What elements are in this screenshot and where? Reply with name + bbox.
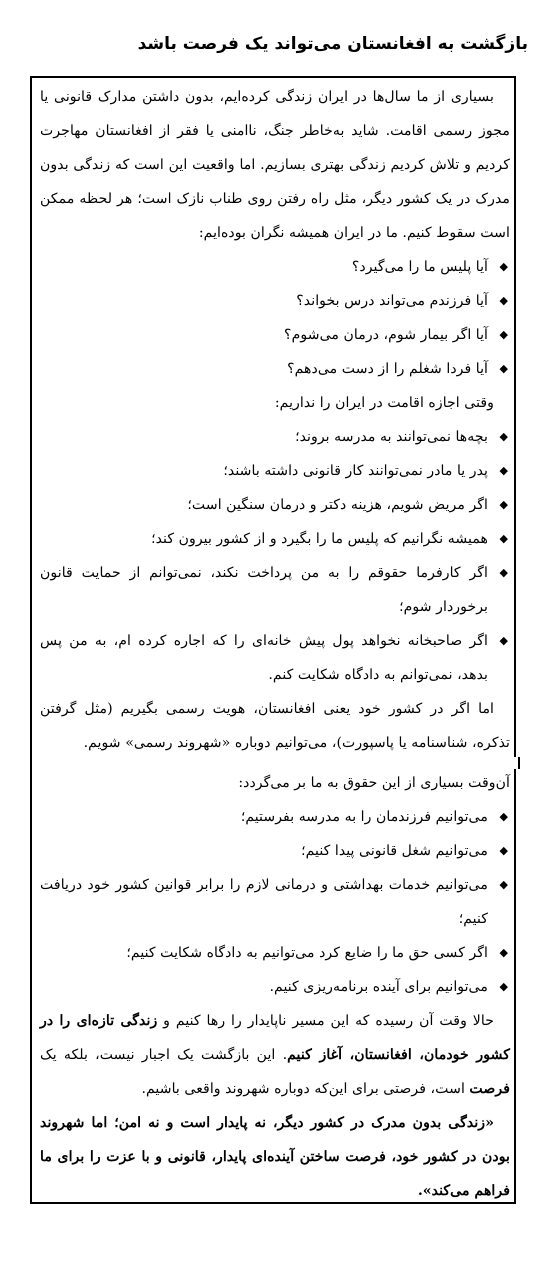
list-item: ◆ اگر کسی حق ما را ضایع کرد می‌توانیم به دادگاه شکایت کنیم؛	[40, 936, 510, 970]
page-title: بازگشت به افغانستان می‌تواند یک فرصت باشد	[137, 34, 528, 54]
diamond-bullet-icon: ◆	[499, 362, 508, 375]
content-part-2	[40, 766, 510, 1208]
list-item: ◆ آیا فردا شغلم را از دست می‌دهم؟	[40, 352, 510, 386]
diamond-bullet-icon: ◆	[499, 946, 508, 959]
diamond-bullet-icon: ◆	[499, 464, 508, 477]
worries-list	[40, 250, 510, 386]
list-item: ◆ اگر مریض شویم، هزینه دکتر و درمان سنگین است؛	[40, 488, 510, 522]
no-permit-intro: وقتی اجازه اقامت در ایران را نداریم:	[274, 395, 494, 411]
list-item: ◆ می‌توانیم شغل قانونی پیدا کنیم؛	[40, 834, 510, 868]
content-part-1	[40, 80, 510, 760]
list-item: ◆ همیشه نگرانیم که پلیس ما را بگیرد و از کشور بیرون کند؛	[40, 522, 510, 556]
diamond-bullet-icon: ◆	[499, 430, 508, 443]
intro-paragraph: بسیاری از ما سال‌ها در ایران زندگی کرده‌ایم، بدون داشتن مدارک قانونی یا مجوز رسمی اقامت. شاید به‌خاطر جنگ، ناامنی یا فقر از افغانستان مهاجرت کردیم و تلاش کردیم زندگی بهتری بسازیم. اما واقعیت این است که زندگی بدون مدرک در یک کشور دیگر، مثل راه رفتن روی طناب نازک است؛ هر لحظه ممکن است سقوط کنیم. ما در ایران همیشه نگران بوده‌ایم:	[40, 89, 510, 241]
list-item: ◆ آیا پلیس ما را می‌گیرد؟	[40, 250, 510, 284]
diamond-bullet-icon: ◆	[499, 566, 508, 579]
rights-intro: آن‌وقت بسیاری از این حقوق به ما بر می‌گردد:	[238, 775, 510, 791]
diamond-bullet-icon: ◆	[499, 634, 508, 647]
diamond-bullet-icon: ◆	[499, 878, 508, 891]
diamond-bullet-icon: ◆	[499, 810, 508, 823]
closing-quote: «زندگی بدون مدرک در کشور دیگر، نه پایدار است و نه امن؛ اما شهروند بودن در کشور خود، فرصت ساختن آینده‌ای پایدار، قانونی و با عزت را برای ما فراهم می‌کند».	[40, 1115, 510, 1199]
diamond-bullet-icon: ◆	[499, 844, 508, 857]
list-item: ◆ آیا اگر بیمار شوم، درمان می‌شوم؟	[40, 318, 510, 352]
list-item: ◆ پدر یا مادر نمی‌توانند کار قانونی داشته باشند؛	[40, 454, 510, 488]
list-item: ◆ می‌توانیم فرزندمان را به مدرسه بفرستیم؛	[40, 800, 510, 834]
list-item: ◆ آیا فرزندم می‌تواند درس بخواند؟	[40, 284, 510, 318]
diamond-bullet-icon: ◆	[499, 260, 508, 273]
diamond-bullet-icon: ◆	[499, 328, 508, 341]
diamond-bullet-icon: ◆	[499, 980, 508, 993]
closing-paragraph: حالا وقت آن رسیده که این مسیر ناپایدار را رها کنیم و زندگی تازه‌ای را در کشور خودمان، افغانستان، آغاز کنیم. این بازگشت یک اجبار نیست، بلکه یک فرصت است، فرصتی برای این‌که دوباره شهروند واقعی باشیم.	[40, 1013, 510, 1097]
list-item: ◆ می‌توانیم برای آینده برنامه‌ریزی کنیم.	[40, 970, 510, 1004]
rights-list	[40, 800, 510, 1004]
diamond-bullet-icon: ◆	[499, 498, 508, 511]
list-item: ◆ اگر کارفرما حقوقم را به من پرداخت نکند، نمی‌توانم از حمایت قانون برخوردار شوم؛	[40, 556, 510, 624]
diamond-bullet-icon: ◆	[499, 532, 508, 545]
list-item: ◆ بچه‌ها نمی‌توانند به مدرسه بروند؛	[40, 420, 510, 454]
list-item: ◆ اگر صاحبخانه نخواهد پول پیش خانه‌ای را که اجاره کرده ام، به من پس بدهد، نمی‌توانم به دادگاه شکایت کنم.	[40, 624, 510, 692]
problems-list	[40, 420, 510, 692]
return-paragraph: اما اگر در کشور خود یعنی افغانستان، هویت رسمی بگیریم (مثل گرفتن تذکره، شناسنامه یا پاسپورت)، می‌توانیم دوباره «شهروند رسمی» شویم.	[40, 701, 510, 751]
diamond-bullet-icon: ◆	[499, 294, 508, 307]
list-item: ◆ می‌توانیم خدمات بهداشتی و درمانی لازم را برابر قوانین کشور خود دریافت کنیم؛	[40, 868, 510, 936]
